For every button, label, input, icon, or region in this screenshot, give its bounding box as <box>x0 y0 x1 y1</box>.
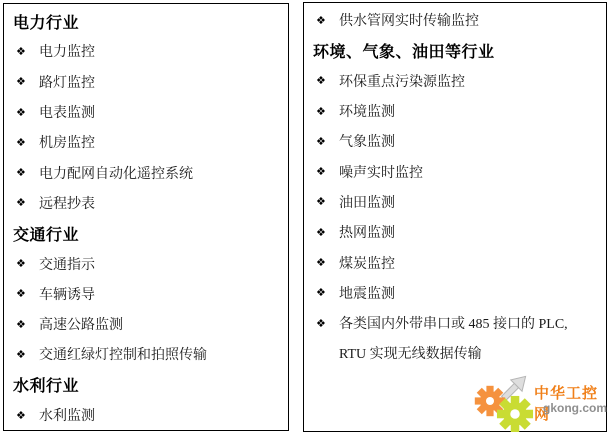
list-item-label: 电表监测 <box>39 106 95 122</box>
section-header <box>4 370 288 400</box>
diamond-bullet-icon: ❖ <box>16 135 26 149</box>
list-item <box>4 248 288 278</box>
list-item-label: 环保重点污染源监控 <box>339 74 465 90</box>
list-item-label: 车辆诱导 <box>39 287 95 303</box>
diamond-bullet-icon: ❖ <box>16 257 26 271</box>
list-item <box>4 157 288 187</box>
diamond-bullet-icon: ❖ <box>316 104 326 118</box>
list-item <box>304 217 606 247</box>
diamond-bullet-icon: ❖ <box>16 408 26 422</box>
list-item-label: 交通指示 <box>39 257 95 273</box>
list-item-label: 各类国内外带串口或 485 接口的 PLC, <box>339 317 568 333</box>
list-item-label: 电力监控 <box>39 45 95 61</box>
diamond-bullet-icon: ❖ <box>316 13 326 27</box>
list-item <box>4 36 288 66</box>
list-item <box>304 66 606 96</box>
list-item-label: 电力配网自动化遥控系统 <box>39 166 193 182</box>
list-item-label: 地震监测 <box>339 286 395 302</box>
list-item-continuation <box>304 338 606 368</box>
list-item <box>4 127 288 157</box>
section-header <box>304 35 606 65</box>
list-item <box>304 187 606 217</box>
list-item-label: 水利监测 <box>39 409 95 424</box>
list-item <box>4 309 288 339</box>
diamond-bullet-icon: ❖ <box>16 196 26 210</box>
list-item-label: 油田监测 <box>339 195 395 211</box>
diamond-bullet-icon: ❖ <box>316 195 326 209</box>
section-header <box>4 218 288 248</box>
list-item-label: 交通红绿灯控制和拍照传输 <box>39 348 207 364</box>
list-item-label: 高速公路监测 <box>39 318 123 334</box>
section-header-label: 交通行业 <box>13 226 80 244</box>
logo-domain: gkong.com <box>543 401 607 415</box>
diamond-bullet-icon: ❖ <box>16 287 26 301</box>
diamond-bullet-icon: ❖ <box>16 44 26 58</box>
list-item <box>304 126 606 156</box>
diamond-bullet-icon: ❖ <box>16 105 26 119</box>
diamond-bullet-icon: ❖ <box>316 74 326 88</box>
section-header-label: 水利行业 <box>13 378 80 396</box>
list-item-label: 热网监测 <box>339 226 395 242</box>
diamond-bullet-icon: ❖ <box>16 347 26 361</box>
diamond-bullet-icon: ❖ <box>16 75 26 89</box>
list-item-label: 煤炭监控 <box>339 256 395 272</box>
diamond-bullet-icon: ❖ <box>316 225 326 239</box>
diamond-bullet-icon: ❖ <box>316 256 326 270</box>
industry-list-right-panel <box>303 2 607 432</box>
list-item-label: 供水管网实时传输监控 <box>339 14 479 30</box>
section-header-label: 环境、气象、油田等行业 <box>313 43 495 61</box>
diamond-bullet-icon: ❖ <box>316 134 326 148</box>
diamond-bullet-icon: ❖ <box>16 317 26 331</box>
list-item-label: 气象监测 <box>339 135 395 151</box>
list-item-label: 环境监测 <box>339 105 395 121</box>
diamond-bullet-icon: ❖ <box>16 166 26 180</box>
section-header-label: 电力行业 <box>13 14 80 32</box>
list-item <box>4 67 288 97</box>
list-item-label: 机房监控 <box>39 136 95 152</box>
logo-title: 中华工控网 <box>534 385 599 423</box>
list-item-label: 路灯监控 <box>39 75 95 91</box>
diamond-bullet-icon: ❖ <box>316 316 326 330</box>
list-item <box>4 279 288 309</box>
diamond-bullet-icon: ❖ <box>316 286 326 300</box>
list-item <box>304 247 606 277</box>
list-item <box>4 188 288 218</box>
list-item <box>4 97 288 127</box>
list-item-label: 远程抄表 <box>39 196 95 212</box>
section-header <box>4 6 288 36</box>
list-item <box>304 308 606 338</box>
list-item-label: RTU 实现无线数据传输 <box>339 347 482 363</box>
list-item <box>304 278 606 308</box>
list-item-label: 噪声实时监控 <box>339 165 423 181</box>
diamond-bullet-icon: ❖ <box>316 165 326 179</box>
industry-list-left-panel <box>3 3 289 431</box>
list-item <box>304 5 606 35</box>
list-item <box>4 400 288 430</box>
list-item <box>304 96 606 126</box>
list-item <box>304 156 606 186</box>
list-item <box>4 339 288 369</box>
